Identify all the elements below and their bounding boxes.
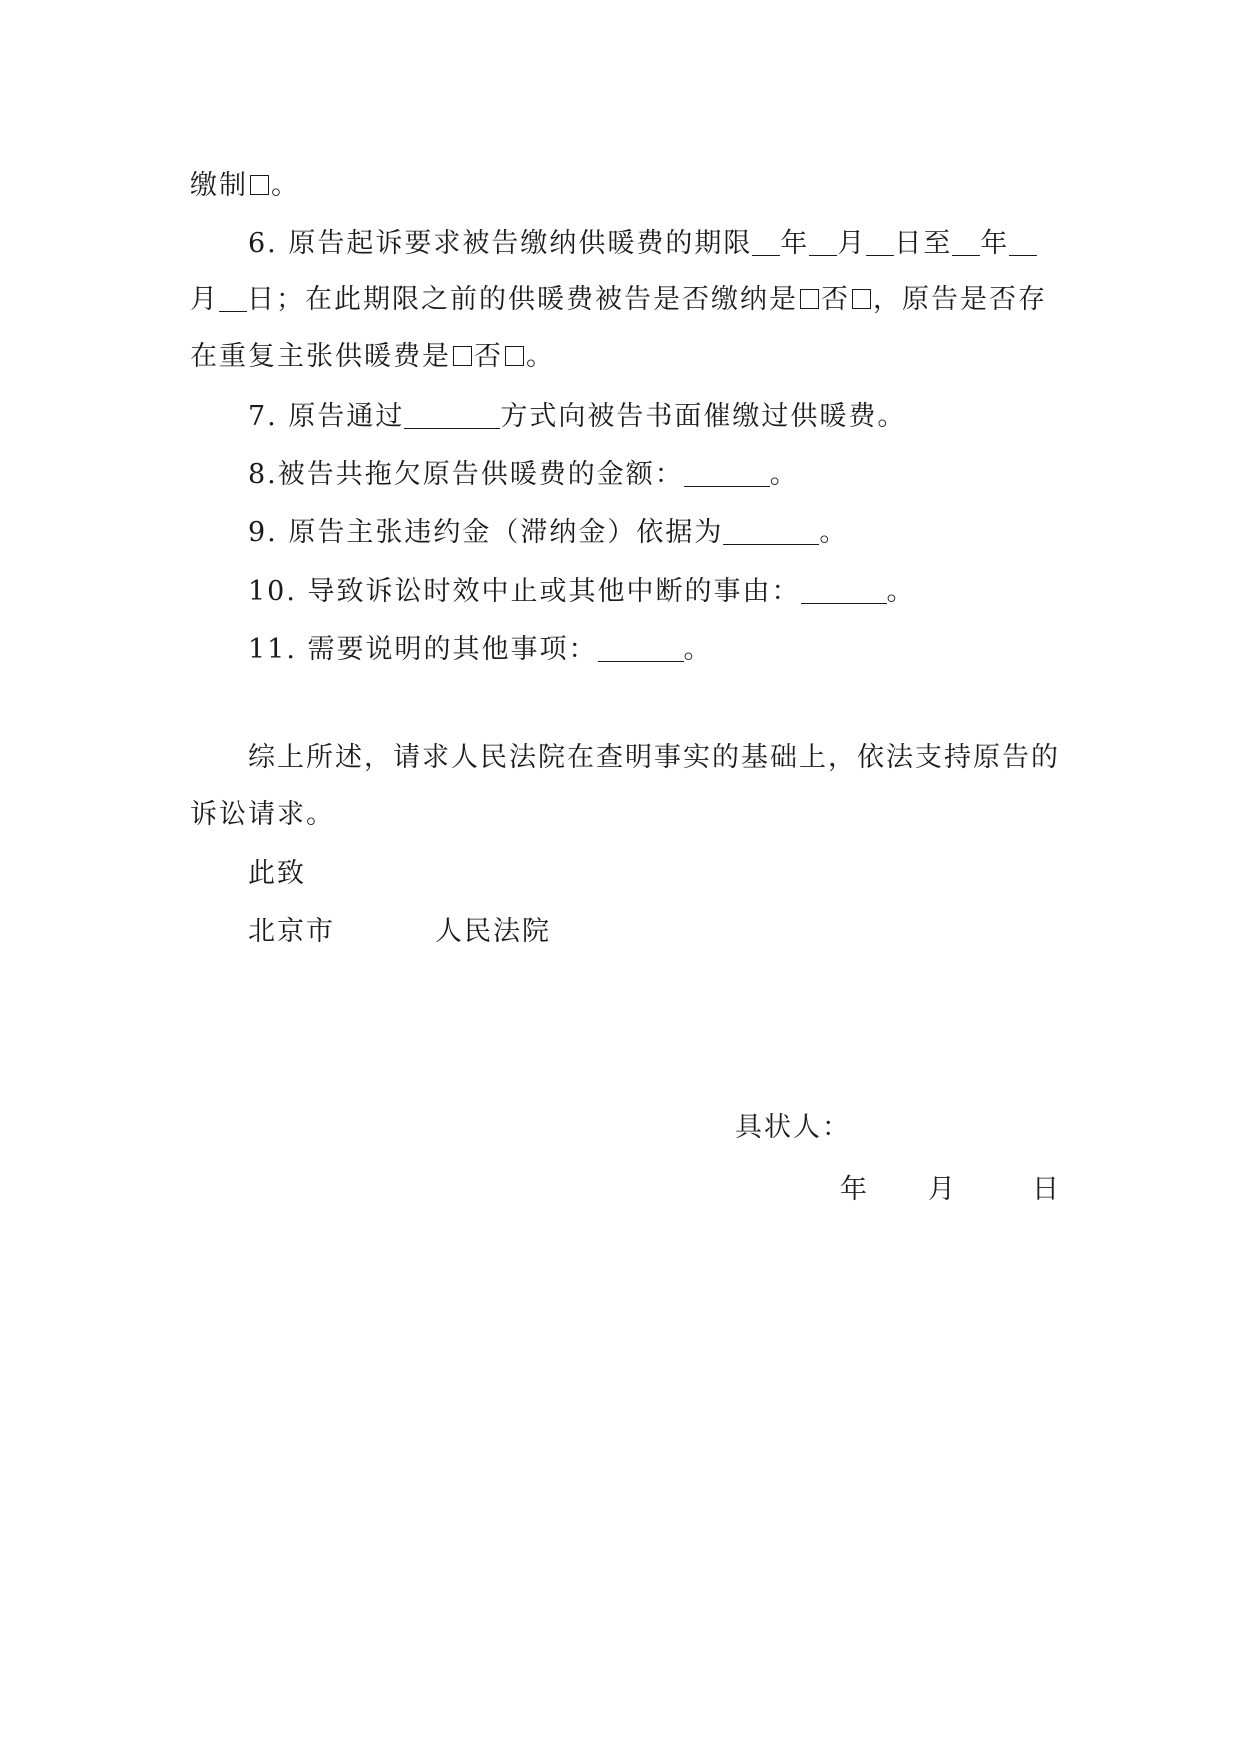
date-day: 日 xyxy=(1032,1174,1059,1205)
item-6-line-3: 在重复主张供暖费是 否 。 xyxy=(190,341,555,372)
date-month: 月 xyxy=(928,1174,955,1205)
blank-field[interactable] xyxy=(219,283,247,312)
continuation-line: 缴制 。 xyxy=(190,170,300,201)
checkbox[interactable] xyxy=(505,346,524,366)
blank-field[interactable] xyxy=(723,516,819,545)
item-10: 10. 导致诉讼时效中止或其他中断的事由： 。 xyxy=(248,576,916,607)
court-name: 北京市 人民法院 xyxy=(248,916,551,947)
blank-field[interactable] xyxy=(801,575,887,604)
blank-field[interactable] xyxy=(866,227,894,256)
checkbox[interactable] xyxy=(453,346,472,366)
checkbox[interactable] xyxy=(250,175,269,195)
item-6-line-1: 6. 原告起诉要求被告缴纳供暖费的期限 年 月 日至 年 xyxy=(248,224,1037,264)
item-7: 7. 原告通过 方式向被告书面催缴过供暖费。 xyxy=(248,401,907,432)
date-year: 年 xyxy=(840,1174,867,1205)
blank-field[interactable] xyxy=(684,458,770,487)
blank-field[interactable] xyxy=(1009,227,1037,256)
blank-field[interactable] xyxy=(404,400,500,429)
item-6-line-2: 月 日；在此期限之前的供暖费被告是否缴纳是 否 ，原告是否存 xyxy=(190,284,1047,315)
checkbox[interactable] xyxy=(800,289,819,309)
blank-field[interactable] xyxy=(809,227,837,256)
item-9: 9. 原告主张违约金（滞纳金）依据为 。 xyxy=(248,517,849,548)
summary-line-1: 综上所述，请求人民法院在查明事实的基础上，依法支持原告的 xyxy=(248,742,1060,773)
summary-line-2: 诉讼请求。 xyxy=(190,799,335,830)
item-11: 11. 需要说明的其他事项： 。 xyxy=(248,634,713,665)
closing: 此致 xyxy=(248,858,306,889)
blank-field[interactable] xyxy=(598,633,684,662)
signature-label: 具状人： xyxy=(735,1112,851,1143)
blank-field[interactable] xyxy=(752,227,780,256)
item-8: 8.被告共拖欠原告供暖费的金额： 。 xyxy=(248,459,799,490)
checkbox[interactable] xyxy=(852,289,871,309)
blank-field[interactable] xyxy=(952,227,980,256)
